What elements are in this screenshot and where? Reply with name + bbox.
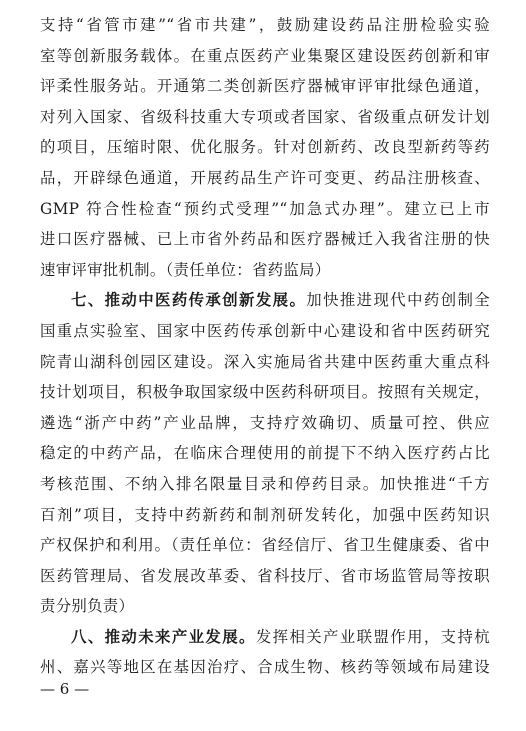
text-line: GMP 符合性检查“预约式受理”“加急式办理”。建立已上市	[40, 199, 490, 218]
text-line: 速审评审批机制。（责任单位：省药监局）	[40, 260, 331, 279]
text-line: 稳定的中药产品，在临床合理使用的前提下不纳入医疗药占比	[40, 444, 490, 463]
section-heading-7: 七、推动中医药传承创新发展。	[71, 291, 307, 310]
text-line: 院青山湖科创园区建设。深入实施局省共建中医药重大重点科	[40, 352, 490, 371]
text-line: 进口医疗器械、已上市省外药品和医疗器械迁入我省注册的快	[40, 230, 490, 249]
text-line: 技计划项目，积极争取国家级中医药科研项目。按照有关规定，	[40, 383, 490, 402]
section-7-first-line	[40, 285, 490, 316]
text-fragment: 加快推进现代中药创制全	[306, 291, 490, 310]
text-line: 室等创新服务载体。在重点医药产业集聚区建设医药创新和审	[40, 46, 490, 65]
text-line: 的项目，压缩时限、优化服务。针对创新药、改良型新药等药	[40, 138, 490, 157]
text-line: 品，开辟绿色通道，开展药品生产许可变更、药品注册核查、	[40, 168, 490, 187]
text-line: 考核范围、不纳入排名限量目录和停药目录。加快推进“千方	[40, 474, 490, 493]
text-line: 国重点实验室、国家中医药传承创新中心建设和省中医药研究	[40, 321, 490, 340]
section-8-first-line	[40, 622, 490, 653]
text-line: 州、嘉兴等地区在基因治疗、合成生物、核药等领域布局建设	[40, 658, 490, 677]
text-line: 责分别负责）	[40, 597, 135, 616]
text-line: 医药管理局、省发展改革委、省科技厅、省市场监管局等按职	[40, 566, 490, 585]
text-line: 评柔性服务站。开通第二类创新医疗器械审评审批绿色通道，	[40, 77, 490, 96]
text-line: 遴选“浙产中药”产业品牌，支持疗效确切、质量可控、供应	[40, 413, 490, 432]
page-number: — 6 —	[40, 680, 90, 698]
section-heading-8: 八、推动未来产业发展。	[71, 627, 256, 646]
text-line: 支持“省管市建”“省市共建”，鼓励建设药品注册检验实验	[40, 16, 490, 34]
body-text	[40, 10, 490, 683]
text-line: 百剂”项目，支持中药新药和制剂研发转化，加强中医药知识	[40, 505, 490, 524]
text-fragment: 发挥相关产业联盟作用，支持杭	[255, 627, 490, 646]
text-line: 产权保护和利用。（责任单位：省经信厅、省卫生健康委、省中	[40, 536, 490, 555]
text-line: 对列入国家、省级科技重大专项或者国家、省级重点研发计划	[40, 107, 490, 126]
